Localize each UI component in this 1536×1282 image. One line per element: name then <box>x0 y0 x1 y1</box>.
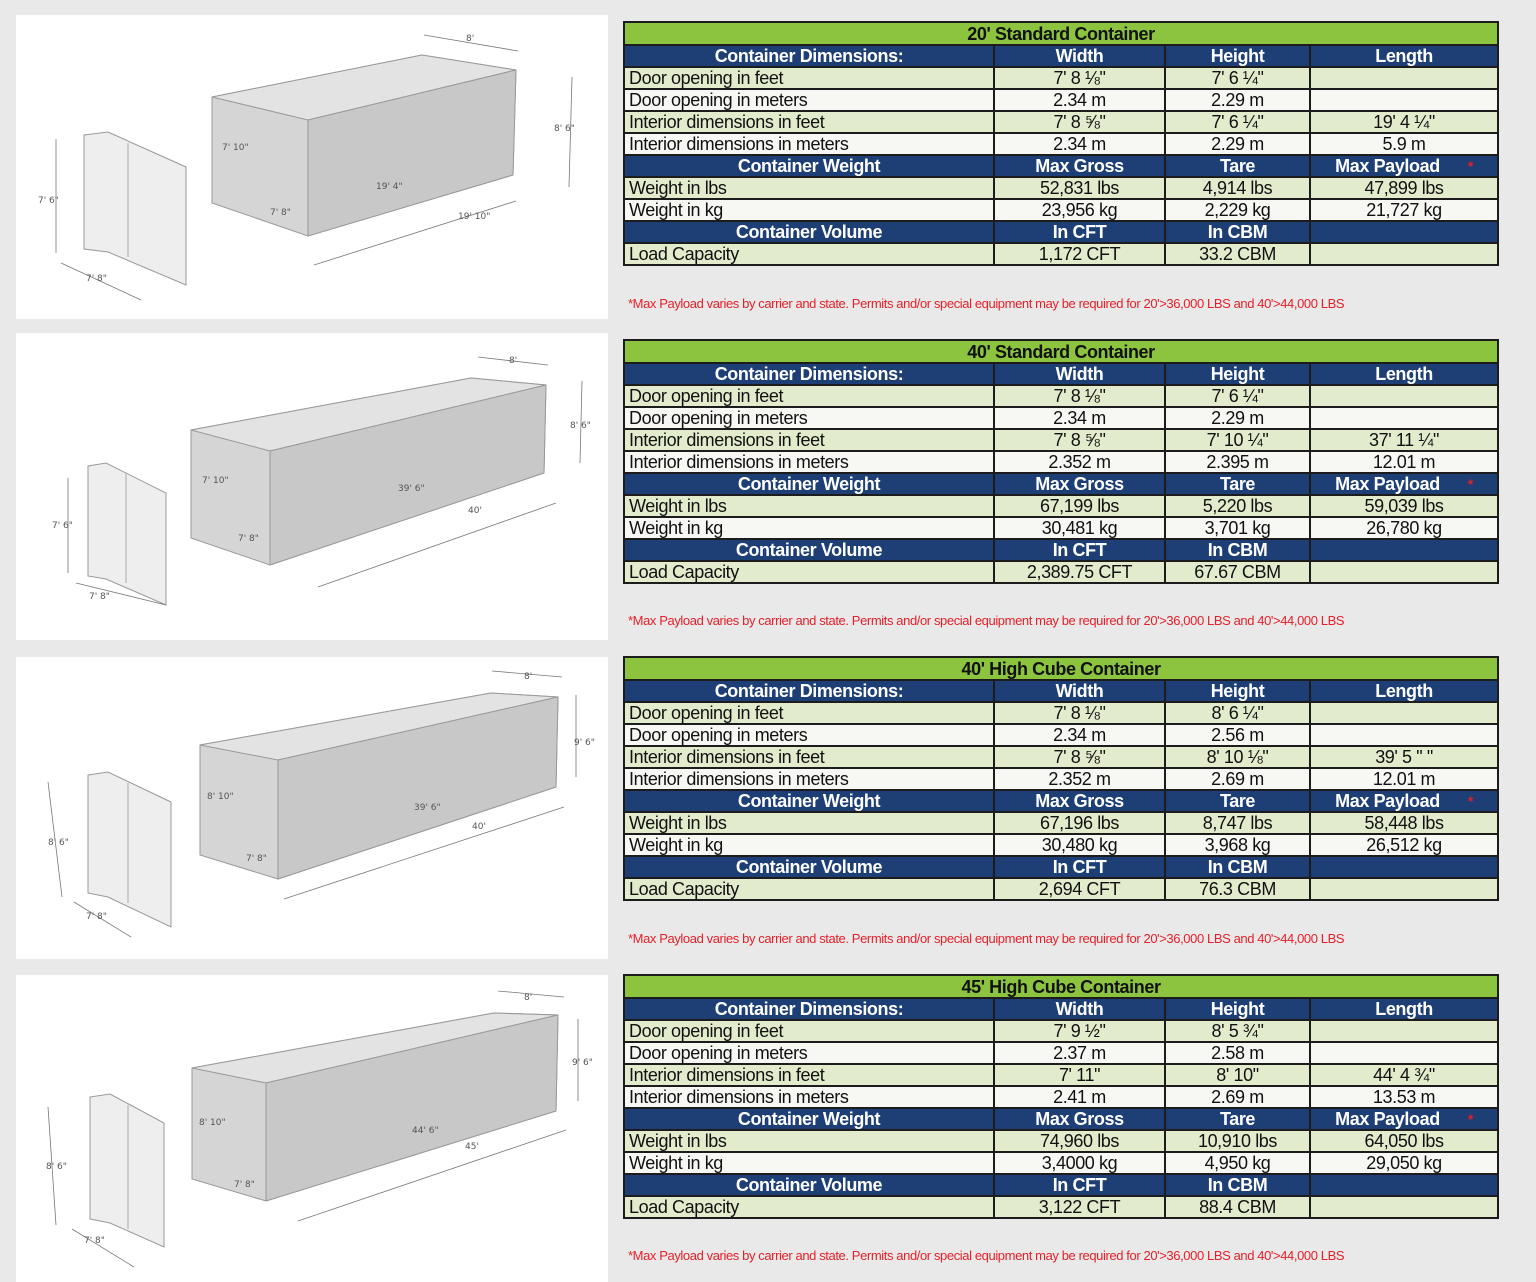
exterior-height-label: 8' 6" <box>554 124 575 134</box>
door-width-label: 7' 8" <box>86 274 107 284</box>
row-label: Interior dimensions in feet <box>624 1064 994 1086</box>
row-label: Weight in lbs <box>624 177 994 199</box>
row-label: Load Capacity <box>624 1196 994 1218</box>
container-drawing-panel <box>16 333 608 640</box>
asterisk-marker: * <box>1467 476 1473 492</box>
height-header: Height <box>1165 998 1310 1020</box>
cell: 19' 4 ¼" <box>1310 111 1498 133</box>
container-drawing-panel <box>16 975 608 1282</box>
top-width-label: 8' <box>524 672 533 682</box>
cell: 5,220 lbs <box>1165 495 1310 517</box>
max-payload-header <box>1310 1108 1498 1130</box>
row-label: Door opening in meters <box>624 407 994 429</box>
cbm-header: In CBM <box>1165 539 1310 561</box>
volume-header: Container Volume <box>624 539 994 561</box>
cft-header: In CFT <box>994 221 1165 243</box>
tare-header: Tare <box>1165 1108 1310 1130</box>
exterior-height-label: 9' 6" <box>572 1058 593 1068</box>
cell: 64,050 lbs <box>1310 1130 1498 1152</box>
exterior-length-label: 40' <box>468 506 482 516</box>
max-payload-label: Max Payload <box>1335 1109 1440 1129</box>
container-title: 40' High Cube Container <box>624 657 1498 680</box>
cell: 8' 10 ⅛" <box>1165 746 1310 768</box>
cell: 52,831 lbs <box>994 177 1165 199</box>
cell: 12.01 m <box>1310 768 1498 790</box>
cell: 2.34 m <box>994 89 1165 111</box>
cell: 23,956 kg <box>994 199 1165 221</box>
cell: 2,229 kg <box>1165 199 1310 221</box>
dimensions-header: Container Dimensions: <box>624 998 994 1020</box>
cell: 8' 5 ¾" <box>1165 1020 1310 1042</box>
cell: 4,950 kg <box>1165 1152 1310 1174</box>
cell: 29,050 kg <box>1310 1152 1498 1174</box>
container-diagram <box>16 333 608 640</box>
max-gross-header: Max Gross <box>994 155 1165 177</box>
cbm-header: In CBM <box>1165 1174 1310 1196</box>
cell: 47,899 lbs <box>1310 177 1498 199</box>
payload-footnote: *Max Payload varies by carrier and state. Permits and/or special equipment may be required for 20'>36,000 LBS and 40'>44,000 LBS <box>628 931 1345 946</box>
cell: 26,512 kg <box>1310 834 1498 856</box>
row-label: Weight in kg <box>624 834 994 856</box>
asterisk-marker: * <box>1467 1111 1473 1127</box>
asterisk-marker: * <box>1467 158 1473 174</box>
interior-width-label: 7' 8" <box>234 1180 255 1190</box>
volume-header: Container Volume <box>624 221 994 243</box>
cell: 58,448 lbs <box>1310 812 1498 834</box>
container-title: 20' Standard Container <box>624 22 1498 45</box>
width-header: Width <box>994 363 1165 385</box>
cell: 39' 5 " " <box>1310 746 1498 768</box>
cell: 2.395 m <box>1165 451 1310 473</box>
top-width-label: 8' <box>466 34 475 44</box>
cell: 4,914 lbs <box>1165 177 1310 199</box>
cell: 3,4000 kg <box>994 1152 1165 1174</box>
height-header: Height <box>1165 363 1310 385</box>
interior-length-label: 19' 4" <box>376 182 403 192</box>
row-label: Interior dimensions in feet <box>624 429 994 451</box>
interior-length-label: 39' 6" <box>398 484 425 494</box>
cell: 2.37 m <box>994 1042 1165 1064</box>
cell: 7' 11" <box>994 1064 1165 1086</box>
door-width-label: 7' 8" <box>86 912 107 922</box>
width-header: Width <box>994 45 1165 67</box>
spec-table <box>623 21 1499 266</box>
spec-table <box>623 339 1499 584</box>
top-width-label: 8' <box>524 993 533 1003</box>
cell: 2,389.75 CFT <box>994 561 1165 583</box>
row-label: Door opening in feet <box>624 702 994 724</box>
cell: 2.29 m <box>1165 133 1310 155</box>
exterior-length-label: 19' 10" <box>458 212 491 222</box>
cell: 7' 8 ⅝" <box>994 746 1165 768</box>
cft-header: In CFT <box>994 856 1165 878</box>
exterior-height-label: 9' 6" <box>574 738 595 748</box>
length-header: Length <box>1310 45 1498 67</box>
spec-table <box>623 974 1499 1219</box>
cft-header: In CFT <box>994 1174 1165 1196</box>
interior-width-label: 7' 8" <box>246 854 267 864</box>
width-header: Width <box>994 680 1165 702</box>
cell: 10,910 lbs <box>1165 1130 1310 1152</box>
max-payload-header <box>1310 790 1498 812</box>
cell: 88.4 CBM <box>1165 1196 1310 1218</box>
row-label: Door opening in feet <box>624 1020 994 1042</box>
cell: 76.3 CBM <box>1165 878 1310 900</box>
door-width-label: 7' 8" <box>84 1236 105 1246</box>
cbm-header: In CBM <box>1165 221 1310 243</box>
row-label: Weight in lbs <box>624 1130 994 1152</box>
cell: 30,481 kg <box>994 517 1165 539</box>
cell <box>1310 89 1498 111</box>
cell: 7' 6 ¼" <box>1165 385 1310 407</box>
cbm-header: In CBM <box>1165 856 1310 878</box>
cell: 2.69 m <box>1165 768 1310 790</box>
row-label: Load Capacity <box>624 878 994 900</box>
cell: 67,196 lbs <box>994 812 1165 834</box>
interior-width-label: 7' 8" <box>270 208 291 218</box>
container-title: 40' Standard Container <box>624 340 1498 363</box>
interior-height-label: 8' 10" <box>207 792 234 802</box>
cell: 5.9 m <box>1310 133 1498 155</box>
cell: 2,694 CFT <box>994 878 1165 900</box>
volume-header: Container Volume <box>624 1174 994 1196</box>
max-payload-label: Max Payload <box>1335 791 1440 811</box>
max-payload-header <box>1310 473 1498 495</box>
cell: 2.352 m <box>994 451 1165 473</box>
cell: 7' 6 ¼" <box>1165 111 1310 133</box>
exterior-length-label: 45' <box>465 1142 479 1152</box>
cell: 13.53 m <box>1310 1086 1498 1108</box>
payload-footnote: *Max Payload varies by carrier and state. Permits and/or special equipment may be required for 20'>36,000 LBS and 40'>44,000 LBS <box>628 613 1345 628</box>
cell: 7' 9 ½" <box>994 1020 1165 1042</box>
cft-header: In CFT <box>994 539 1165 561</box>
cell <box>1310 1196 1498 1218</box>
width-header: Width <box>994 998 1165 1020</box>
cell: 2.58 m <box>1165 1042 1310 1064</box>
cell: 8,747 lbs <box>1165 812 1310 834</box>
row-label: Door opening in meters <box>624 89 994 111</box>
cell <box>1310 67 1498 89</box>
max-payload-label: Max Payload <box>1335 156 1440 176</box>
cell <box>1310 243 1498 265</box>
cell: 74,960 lbs <box>994 1130 1165 1152</box>
exterior-height-label: 8' 6" <box>570 421 591 431</box>
tare-header: Tare <box>1165 155 1310 177</box>
container-drawing-panel <box>16 657 608 959</box>
door-height-label: 7' 6" <box>52 521 73 531</box>
door-width-label: 7' 8" <box>89 592 110 602</box>
row-label: Load Capacity <box>624 243 994 265</box>
cell: 26,780 kg <box>1310 517 1498 539</box>
cell <box>1310 724 1498 746</box>
row-label: Door opening in meters <box>624 724 994 746</box>
cell: 7' 8 ⅝" <box>994 111 1165 133</box>
cell: 2.29 m <box>1165 407 1310 429</box>
interior-height-label: 7' 10" <box>202 476 229 486</box>
max-gross-header: Max Gross <box>994 790 1165 812</box>
length-header: Length <box>1310 363 1498 385</box>
interior-length-label: 39' 6" <box>414 803 441 813</box>
cell: 8' 6 ¼" <box>1165 702 1310 724</box>
row-label: Interior dimensions in feet <box>624 111 994 133</box>
payload-footnote: *Max Payload varies by carrier and state. Permits and/or special equipment may be required for 20'>36,000 LBS and 40'>44,000 LBS <box>628 1248 1345 1263</box>
spec-table <box>623 656 1499 901</box>
cell: 37' 11 ¼" <box>1310 429 1498 451</box>
row-label: Weight in kg <box>624 199 994 221</box>
cell <box>1310 1020 1498 1042</box>
weight-header: Container Weight <box>624 473 994 495</box>
cell: 21,727 kg <box>1310 199 1498 221</box>
row-label: Weight in lbs <box>624 495 994 517</box>
weight-header: Container Weight <box>624 790 994 812</box>
cell <box>1310 385 1498 407</box>
cell <box>1310 878 1498 900</box>
top-width-label: 8' <box>509 356 518 366</box>
max-gross-header: Max Gross <box>994 1108 1165 1130</box>
cell: 7' 6 ¼" <box>1165 67 1310 89</box>
volume-header: Container Volume <box>624 856 994 878</box>
row-label: Door opening in feet <box>624 385 994 407</box>
cell: 59,039 lbs <box>1310 495 1498 517</box>
empty-header <box>1310 221 1498 243</box>
door-height-label: 8' 6" <box>46 1162 67 1172</box>
tare-header: Tare <box>1165 473 1310 495</box>
row-label: Interior dimensions in feet <box>624 746 994 768</box>
cell: 2.29 m <box>1165 89 1310 111</box>
cell <box>1310 561 1498 583</box>
cell: 2.69 m <box>1165 1086 1310 1108</box>
interior-height-label: 7' 10" <box>222 143 249 153</box>
height-header: Height <box>1165 45 1310 67</box>
cell <box>1310 702 1498 724</box>
cell: 1,172 CFT <box>994 243 1165 265</box>
cell: 7' 8 ⅛" <box>994 702 1165 724</box>
cell: 7' 8 ⅝" <box>994 429 1165 451</box>
cell: 3,701 kg <box>1165 517 1310 539</box>
height-header: Height <box>1165 680 1310 702</box>
exterior-length-label: 40' <box>472 822 486 832</box>
dimensions-header: Container Dimensions: <box>624 680 994 702</box>
container-title: 45' High Cube Container <box>624 975 1498 998</box>
cell: 67,199 lbs <box>994 495 1165 517</box>
row-label: Interior dimensions in meters <box>624 1086 994 1108</box>
cell <box>1310 407 1498 429</box>
cell: 8' 10" <box>1165 1064 1310 1086</box>
length-header: Length <box>1310 998 1498 1020</box>
row-label: Door opening in meters <box>624 1042 994 1064</box>
container-diagram <box>16 657 608 959</box>
cell: 3,968 kg <box>1165 834 1310 856</box>
interior-width-label: 7' 8" <box>238 534 259 544</box>
cell: 2.56 m <box>1165 724 1310 746</box>
row-label: Weight in kg <box>624 517 994 539</box>
cell: 2.41 m <box>994 1086 1165 1108</box>
container-drawing-panel <box>16 15 608 319</box>
cell: 7' 8 ⅛" <box>994 67 1165 89</box>
row-label: Weight in lbs <box>624 812 994 834</box>
cell: 7' 8 ⅛" <box>994 385 1165 407</box>
door-height-label: 7' 6" <box>38 196 59 206</box>
max-payload-header <box>1310 155 1498 177</box>
cell: 2.34 m <box>994 133 1165 155</box>
payload-footnote: *Max Payload varies by carrier and state. Permits and/or special equipment may be required for 20'>36,000 LBS and 40'>44,000 LBS <box>628 296 1345 311</box>
cell: 33.2 CBM <box>1165 243 1310 265</box>
cell: 12.01 m <box>1310 451 1498 473</box>
container-diagram <box>16 975 608 1282</box>
tare-header: Tare <box>1165 790 1310 812</box>
interior-height-label: 8' 10" <box>199 1118 226 1128</box>
dimensions-header: Container Dimensions: <box>624 363 994 385</box>
cell: 2.352 m <box>994 768 1165 790</box>
weight-header: Container Weight <box>624 1108 994 1130</box>
max-payload-label: Max Payload <box>1335 474 1440 494</box>
cell: 7' 10 ¼" <box>1165 429 1310 451</box>
length-header: Length <box>1310 680 1498 702</box>
door-height-label: 8' 6" <box>48 838 69 848</box>
dimensions-header: Container Dimensions: <box>624 45 994 67</box>
empty-header <box>1310 539 1498 561</box>
cell: 30,480 kg <box>994 834 1165 856</box>
asterisk-marker: * <box>1467 793 1473 809</box>
weight-header: Container Weight <box>624 155 994 177</box>
cell: 3,122 CFT <box>994 1196 1165 1218</box>
row-label: Door opening in feet <box>624 67 994 89</box>
cell: 2.34 m <box>994 407 1165 429</box>
container-diagram <box>16 15 608 319</box>
row-label: Weight in kg <box>624 1152 994 1174</box>
max-gross-header: Max Gross <box>994 473 1165 495</box>
row-label: Interior dimensions in meters <box>624 451 994 473</box>
cell: 2.34 m <box>994 724 1165 746</box>
cell: 44' 4 ¾" <box>1310 1064 1498 1086</box>
row-label: Interior dimensions in meters <box>624 768 994 790</box>
row-label: Interior dimensions in meters <box>624 133 994 155</box>
empty-header <box>1310 856 1498 878</box>
row-label: Load Capacity <box>624 561 994 583</box>
cell <box>1310 1042 1498 1064</box>
interior-length-label: 44' 6" <box>412 1126 439 1136</box>
cell: 67.67 CBM <box>1165 561 1310 583</box>
empty-header <box>1310 1174 1498 1196</box>
